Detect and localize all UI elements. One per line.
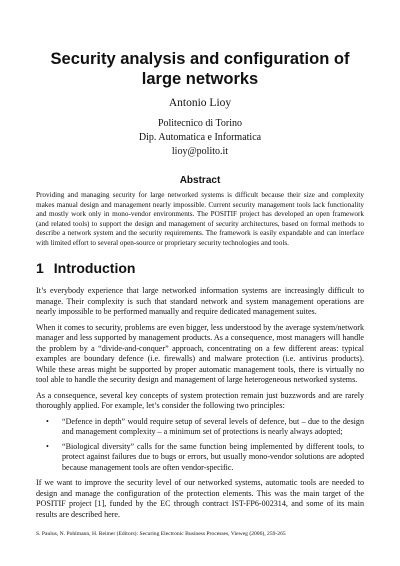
affiliation-institution: Politecnico di Torino bbox=[157, 118, 243, 129]
abstract-heading: Abstract bbox=[179, 175, 221, 186]
section-body bbox=[36, 286, 364, 525]
list-item bbox=[36, 417, 364, 438]
affiliation bbox=[40, 117, 360, 159]
paragraph-1: It’s everybody experience that large networked information systems are increasingly difficult to manage. Their complexity is such that standard network and system management operations are nearly impossible to be performed manually and require dedicated management suites. bbox=[36, 286, 364, 316]
paragraph-2: When it comes to security, problems are even bigger, less understood by the average system/network manager and less supported by management products. As a consequence, most managers will handle the problem by a “divide-and-conquer” approach, concentrating on a few different areas: typical examples are boundary defence (i.e. firewalls) and malware protection (i.e. antivirus products). While these areas might be supported by proper automatic management tools, there is virtually no tool able to handle the security design and management of large heterogeneous networked systems. bbox=[36, 322, 364, 384]
abstract-text: Providing and managing security for large networked systems is difficult because their size and complexity makes manual design and management nearly impossible. Current security management tools lack functionality and mostly work only in mono-vendor environments. The POSITIF project has developed an open framework (and related tools) to support the design and management of security architectures, based on formal methods to describe a network system and the security requirements. The framework is easily expandable and can interface with limited effort to several open-source or proprietary security technologies and tools. bbox=[36, 191, 364, 247]
paragraph-4: If we want to improve the security level of our networked systems, automatic tools are needed to design and manage the configuration of the protection elements. This was the main target of the POSITIF project [1], funded by the EC through contract IST-FP6-002314, and some of its main results are described here. bbox=[36, 478, 364, 519]
principles-list bbox=[36, 417, 364, 474]
citation-footer: S. Paulus, N. Pohlmann, H. Reimer (Editors): Securing Electronic Business Processes, Vieweg (2006), 259-265 bbox=[36, 531, 286, 537]
section-number: 1 bbox=[36, 260, 44, 276]
affiliation-email: lioy@polito.it bbox=[171, 146, 229, 157]
title-line-2: large networks bbox=[141, 70, 259, 88]
bullet-icon: • bbox=[46, 441, 49, 451]
section-heading bbox=[36, 260, 135, 276]
affiliation-department: Dip. Automatica e Informatica bbox=[138, 132, 262, 143]
list-item-text: “Biological diversity” calls for the same function being implemented by different tools, to protect against failures due to bugs or errors, but usually mono-vendor solutions are adopted because management tools are often vendor-specific. bbox=[62, 441, 364, 472]
title-line-1: Security analysis and configuration of bbox=[50, 50, 350, 68]
paragraph-3: As a consequence, several key concepts of system protection remain just buzzwords and are rarely thoroughly applied. For example, let’s consider the following two principles: bbox=[36, 390, 364, 410]
bullet-icon: • bbox=[46, 416, 49, 426]
section-title: Introduction bbox=[53, 260, 136, 276]
author-name: Antonio Lioy bbox=[168, 97, 232, 109]
list-item bbox=[36, 442, 364, 474]
paper-title bbox=[40, 49, 360, 89]
list-item-text: “Defence in depth” would require setup of several levels of defence, but – due to the design and management complexity – a minimum set of protections is nearly always adopted; bbox=[62, 416, 364, 436]
